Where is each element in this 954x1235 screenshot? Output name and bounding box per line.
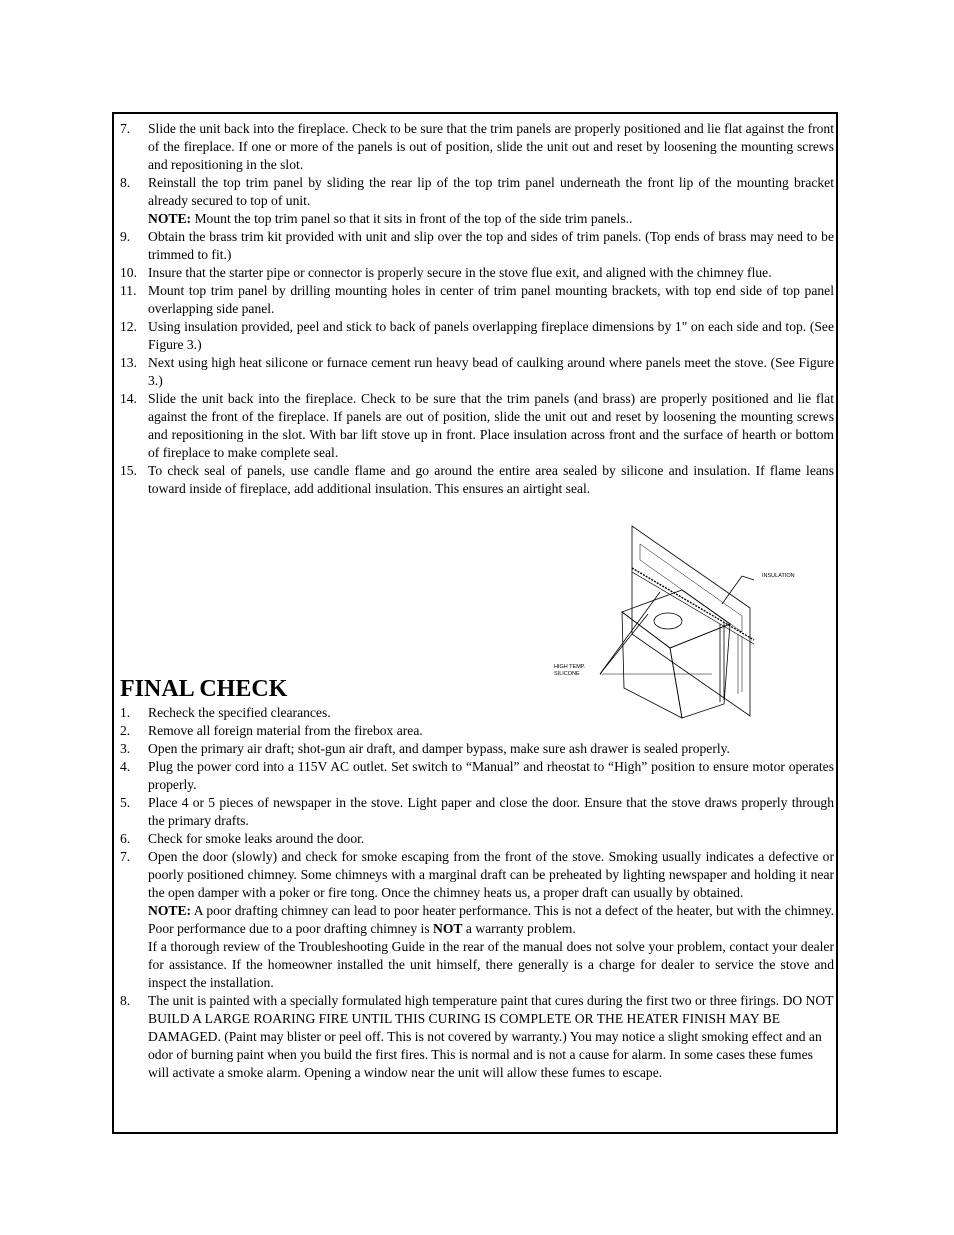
list-item: 8. Reinstall the top trim panel by sliding the rear lip of the top trim panel underneath the front lip of the mounting bracket already secured to top of unit. NOTE: Mount the top trim panel so that it sits in front of the top of the side trim panels.. (120, 175, 834, 226)
troubleshooting-paragraph: If a thorough review of the Troubleshooting Guide in the rear of the manual does not solve your problem, contact your dealer for assistance. If the homeowner installed the unit himself, there generally is a charge for dealer to service the stove and inspect the installation. (148, 939, 834, 990)
list-item: 6. Check for smoke leaks around the door. (120, 831, 365, 846)
silicone-label-line-1: HIGH TEMP. (554, 664, 586, 670)
list-item: 14. Slide the unit back into the fireplace. Check to be sure that the trim panels (and brass) are properly positioned and lie flat against the front of the fireplace. If panels are out of position, slide the unit out and reset by loosening the mounting screws and repositioning in the slot. With bar lift stove up in front. Place insulation across front and the surface of hearth or bottom of fireplace to make complete seal. (120, 391, 834, 460)
list-item: 12. Using insulation provided, peel and stick to back of panels overlapping fireplace dimensions by 1" on each side and top. (See Figure 3.) (120, 319, 834, 352)
final-check-heading: FINAL CHECK (120, 676, 288, 702)
final-check-list (120, 704, 834, 1082)
flue-exit (654, 613, 682, 629)
list-item: 11. Mount top trim panel by drilling mounting holes in center of trim panel mounting brackets, with top end side of top panel overlapping side panel. (120, 283, 834, 316)
list-item: 3. Open the primary air draft; shot-gun air draft, and damper bypass, make sure ash drawer is sealed properly. (120, 741, 730, 756)
trim-panel-figure (552, 524, 822, 720)
insulation-strip (632, 568, 754, 640)
stove-top (622, 590, 730, 648)
list-item: 13. Next using high heat silicone or furnace cement run heavy bead of caulking around where panels meet the stove. (See Figure 3.) (120, 355, 834, 388)
note: NOTE: Mount the top trim panel so that it sits in front of the top of the side trim panels.. (148, 211, 633, 226)
list-item: 5. Place 4 or 5 pieces of newspaper in the stove. Light paper and close the door. Ensure that the stove draws properly through the primary drafts. (120, 795, 834, 828)
list-item: 8. The unit is painted with a specially formulated high temperature paint that cures during the first two or three firings. DO NOT BUILD A LARGE ROARING FIRE UNTIL THIS CURING IS COMPLETE OR THE HEATER FINISH MAY BE DAMAGED. (Paint may blister or peel off. This is not covered by warranty.) You may notice a slight smoking effect and an odor of burning paint when you build the first fires. This is normal and is not a cause for alarm. In some cases these fumes will activate a smoke alarm. Opening a window near the unit will allow these fumes to escape. (120, 993, 834, 1080)
list-item: 15. To check seal of panels, use candle flame and go around the entire area sealed by silicone and insulation. If flame leans toward inside of fireplace, add additional insulation. This ensures an airtight seal. (120, 463, 834, 496)
silicone-leader-1 (600, 592, 660, 674)
list-item: 7. Slide the unit back into the fireplace. Check to be sure that the trim panels are properly positioned and lie flat against the front of the fireplace. If one or more of the panels is out of position, slide the unit out and reset by loosening the mounting screws and repositioning in the slot. (120, 121, 834, 172)
top-trim-panel (640, 544, 742, 632)
insulation-label: INSULATION (762, 573, 795, 579)
list-item: 10. Insure that the starter pipe or connector is properly secure in the stove flue exit, and aligned with the chimney flue. (120, 265, 772, 280)
insulation-leader (742, 576, 754, 580)
list-item: 9. Obtain the brass trim kit provided with unit and slip over the top and sides of trim panels. (Top ends of brass may need to be trimmed to fit.) (120, 229, 834, 262)
list-item: 1. Recheck the specified clearances. (120, 705, 331, 720)
list-item: 7. Open the door (slowly) and check for smoke escaping from the front of the stove. Smoking usually indicates a defective or poorly positioned chimney. Some chimneys with a marginal draft can be preheated by lighting newspaper and holding it near the open damper with a poker or fire tong. Once the chimney heats us, a proper draft can usually by obtained. NOTE: A poor drafting chimney can lead to poor heater performance. This is not a defect of the heater, but with the chimney. Poor performance due to a poor drafting chimney is NOT a warranty problem. If a thorough review of the Troubleshooting Guide in the rear of the manual does not solve your problem, contact your dealer for assistance. If the homeowner installed the unit himself, there generally is a charge for dealer to service the stove and inspect the installation. (120, 849, 834, 990)
list-item: 2. Remove all foreign material from the firebox area. (120, 723, 423, 738)
installation-steps-list (120, 120, 834, 498)
note: NOTE: A poor drafting chimney can lead to poor heater performance. This is not a defect of the heater, but with the chimney. Poor performance due to a poor drafting chimney is NOT a warranty problem. (148, 903, 834, 936)
silicone-label-line-2: SILICONE (554, 671, 580, 677)
fireplace-face (632, 526, 750, 716)
silicone-leader-2 (600, 614, 648, 674)
list-item: 4. Plug the power cord into a 115V AC outlet. Set switch to “Manual” and rheostat to “High” position to ensure motor operates properly. (120, 759, 834, 792)
